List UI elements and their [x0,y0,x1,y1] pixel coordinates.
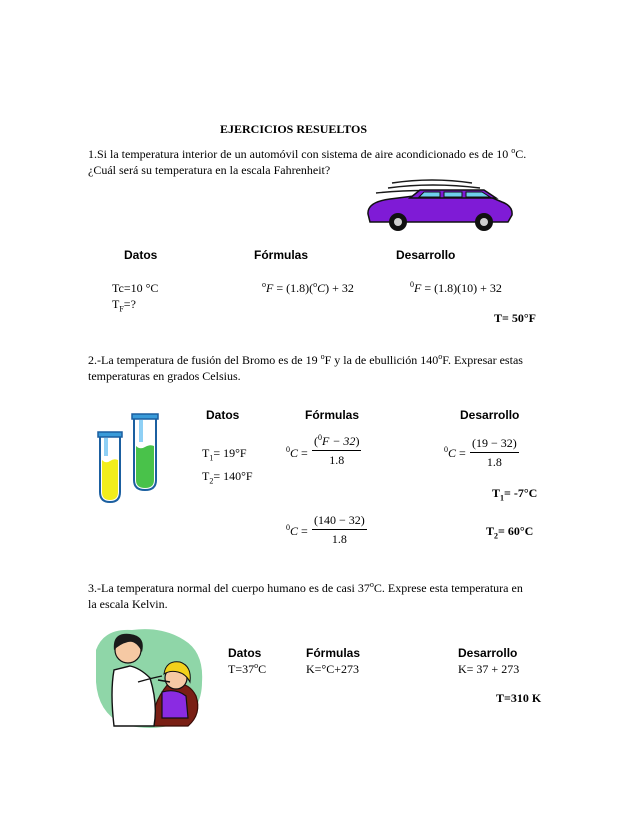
ex3-question-line1: 3.-La temperatura normal del cuerpo humano es de casi 37$^o$C. Exprese esta temperatura en [88,580,523,595]
test-tubes-illustration [90,408,170,508]
ex3-question-line2: la escala Kelvin. [88,597,168,611]
ex1-question-line1: 1.Si la temperatura interior de un automóvil con sistema de aire acondicionado es de 10 $^o$C. [88,146,527,161]
ex3-desarrollo: K= 37 + 273 [458,662,520,676]
ex1-desarrollo: $^0$F = (1.8)(10) + 32 [410,280,502,295]
ex2-question-line1: 2.-La temperatura de fusión del Bromo es de 19 $^o$F y la de ebullición 140$^o$F. Expresar estas [88,352,523,367]
tube-right-glare [139,420,143,442]
ex1-dato-tc: Tc=10 °C [112,281,159,295]
ex1-desarrollo-header: Desarrollo [396,248,456,262]
tube-right-liquid [136,445,154,488]
ex2-formula2-lhs: $^0$C = [286,523,308,538]
ex2-dato-t2: $T_2= 140^\circ F$ [202,469,253,486]
ex2-result-t1: $T_1= -7^\circ C$ [492,486,538,503]
tube-left-liquid [102,459,118,500]
ex2-formula2-numerator: (140 − 32) [312,513,367,530]
ex2-formula2-denominator: 1.8 [331,532,347,546]
ex1-question-line2: ¿Cuál será su temperatura en la escala Fahrenheit? [88,163,331,177]
ex2-desarrollo-lhs: $^0$C = [444,445,466,460]
ex3-result: T=310 K [496,691,542,705]
tube-right-rim [132,414,158,419]
ex3-dato: $T=37^oC$ [228,661,267,676]
car-illustration [362,176,518,234]
ex2-formula-numerator: ($^0$F − 32) [312,434,361,451]
car-hubcap-front [394,218,402,226]
ex2-formula-lhs: $^0$C = [286,445,308,460]
ex3-formula: K=°C+273 [306,662,360,676]
car-hubcap-rear [480,218,488,226]
ex1-result: T= 50°F [494,311,536,325]
ex2-formulas-header: Fórmulas [305,408,360,422]
ex1-datos-header: Datos [124,248,158,262]
ex3-formulas-header: Fórmulas [306,646,361,660]
ex2-dato-t1: $T_1= 19^\circ F$ [202,446,247,463]
tube-left-glare [104,438,108,456]
ex2-result-t2: $T_2= 60^\circ C$ [486,524,534,541]
page-title: EJERCICIOS RESUELTOS [220,122,368,136]
ex2-desarrollo-header: Desarrollo [460,408,520,422]
ex3-desarrollo-header: Desarrollo [458,646,518,660]
ex2-desarrollo-numerator: (19 − 32) [470,436,519,453]
ex2-question-line2: temperaturas en grados Celsius. [88,369,241,383]
ex2-formula-denominator: 1.8 [329,453,345,467]
car-window-2 [444,192,462,197]
ex2-datos-header: Datos [206,408,240,422]
ex3-datos-header: Datos [228,646,262,660]
ex2-desarrollo-fraction [470,436,519,470]
ex2-formula2-fraction [312,513,367,547]
child-clothes [162,691,188,718]
ex2-formula-fraction [312,434,361,468]
ex1-formulas-header: Fórmulas [254,248,309,262]
ex1-dato-tf: $T_F=$? [112,297,136,314]
ex2-desarrollo-denominator: 1.8 [486,455,502,469]
tube-left-rim [98,432,122,437]
nurse-child-illustration [92,622,208,730]
ex1-formula: $^o$F = (1.8)($^o$C) + 32 [262,280,354,295]
